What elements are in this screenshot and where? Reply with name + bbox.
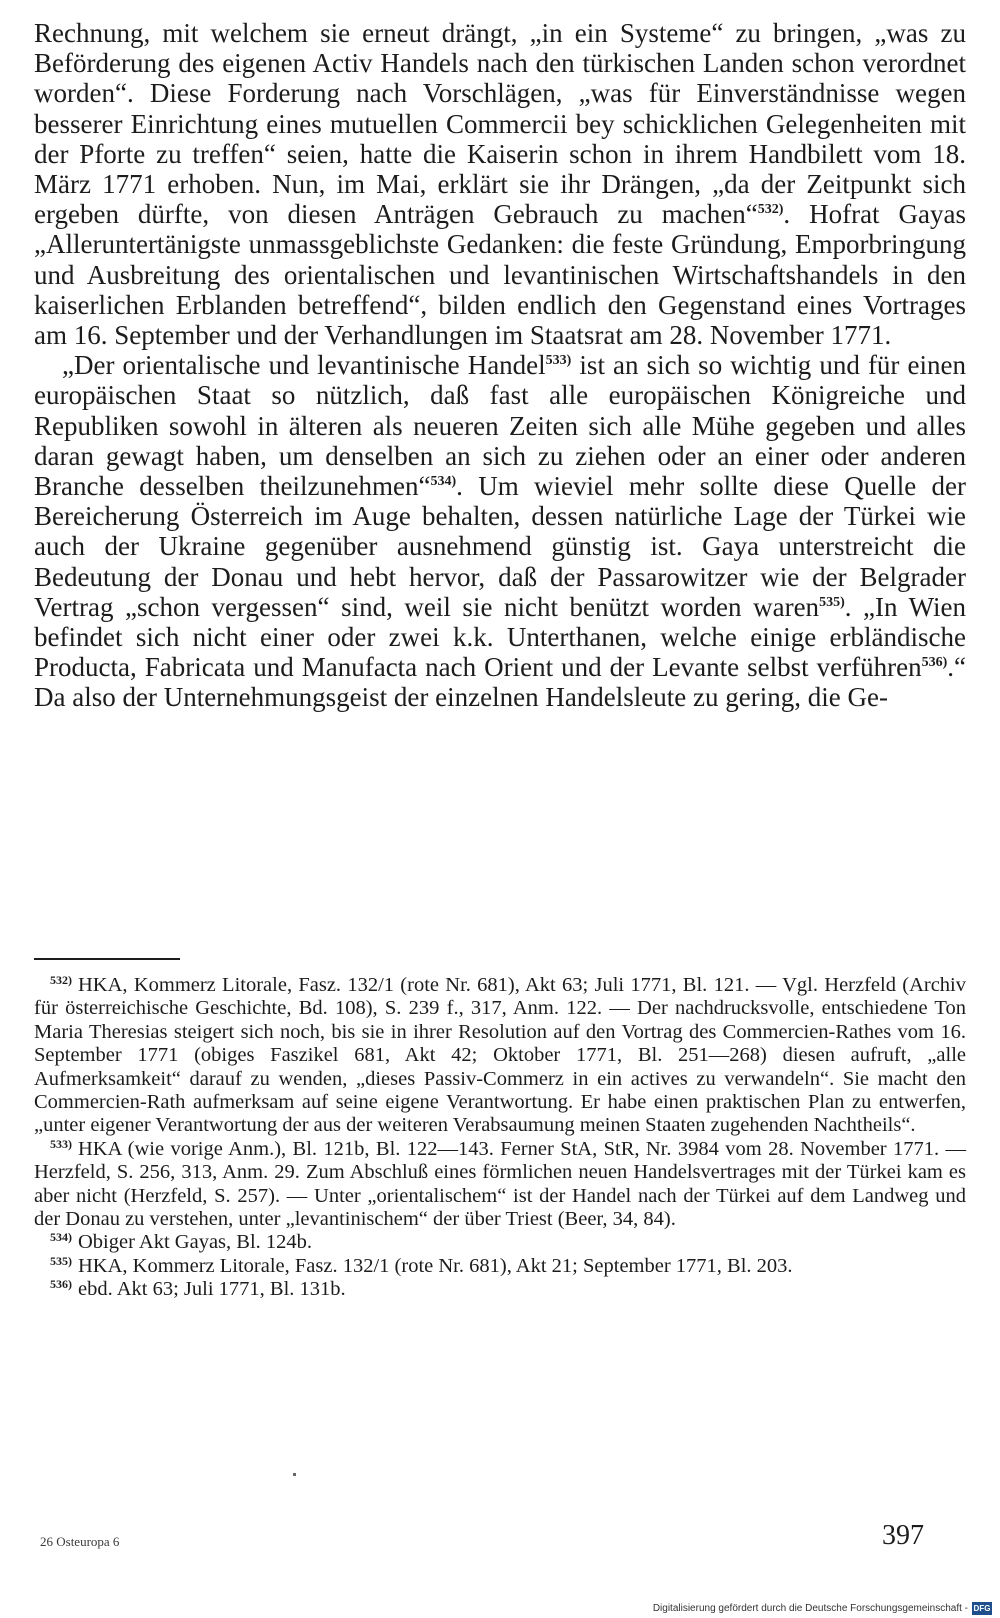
text-run: „Der orientalische und levantinische Handel — [62, 350, 546, 381]
paragraph-2 — [34, 350, 966, 712]
footnote-number: 533) — [50, 1136, 72, 1151]
dfg-logo-icon: DFG — [973, 1603, 991, 1613]
footnote-number: 536) — [50, 1277, 72, 1292]
footnote-number: 532) — [50, 973, 72, 987]
footnote-reference: 534) — [430, 474, 457, 490]
footnote-number: 534) — [50, 1230, 72, 1245]
footnote-533 — [34, 1138, 966, 1232]
text-run: .“ Da also der Unternehmungsgeist der einzelnen Handelsleute zu gering, die Ge- — [34, 652, 966, 713]
footnote-reference: 535) — [819, 594, 845, 610]
footnote-text: HKA (wie vorige Anm.), Bl. 121b, Bl. 122—143. Ferner StA, StR, Nr. 3984 vom 28. November 1771. — Herzfeld, S. 256, 313, Anm. 29. Zum Abschluß eines förmlichen neuen Handelsvertrages mit der Türkei kam es aber nicht (Herzfeld, S. 257). — Unter „orientalischem“ ist der Handel nach der Türkei auf dem Landweg und der Donau zu verstehen, unter „levantinischem“ der über Triest (Beer, 34, 84). — [34, 1137, 966, 1231]
footnote-536 — [34, 1278, 966, 1301]
footnote-number: 535) — [50, 1253, 72, 1268]
credit-text: Digitalisierung gefördert durch die Deutsche Forschungsgemeinschaft - — [652, 1602, 968, 1614]
text-run: Rechnung, mit welchem sie erneut drängt, „in ein Systeme“ zu bringen, „was zu Beförderung des eigenen Activ Handels nach den türkischen Landen schon verordnet worden“. Diese Forderung nach Vorschlägen, „was für Einverständnisse wegen besserer Einrichtung eines mutuellen Commercii bey schicklichen Gelegenheiten mit der Pforte zu treffen“ seien, hatte die Kaiserin schon in ihrem Handbilett vom 18. März 1771 erhoben. Nun, im Mai, erklärt sie ihr Drängen, „da der Zeitpunkt sich ergeben dürfte, von diesen Anträgen Gebrauch zu machen“ — [34, 18, 966, 230]
text-run: . Hofrat Gayas „Alleruntertänigste unmassgeblichste Gedanken: die feste Gründung, Emporbringung und Ausbreitung des orientalischen und levantinischen Wirtschaftshandels in den kaiserlichen Erblanden betreffend“, bilden endlich den Gegenstand eines Vortrages am 16. September und der Verhandlungen im Staatsrat am 28. November 1771. — [34, 199, 966, 351]
footnote-text: HKA, Kommerz Litorale, Fasz. 132/1 (rote Nr. 681), Akt 21; September 1771, Bl. 203. — [78, 1254, 793, 1277]
digitization-credit — [653, 1600, 992, 1616]
text-run: . „In Wien befindet sich nicht einer oder zwei k.k. Unterthanen, welche einige erbländische Producta, Fabricata und Manufacta nach Orient und der Levante selbst verführen — [34, 591, 966, 683]
footnote-text: Obiger Akt Gayas, Bl. 124b. — [78, 1231, 313, 1254]
footnote-534 — [34, 1231, 966, 1254]
footnote-reference: 532) — [757, 202, 784, 218]
footnote-reference: 536) — [921, 655, 948, 671]
footnote-text: HKA, Kommerz Litorale, Fasz. 132/1 (rote Nr. 681), Akt 63; Juli 1771, Bl. 121. — Vgl. Herzfeld (Archiv für österreichische Geschichte, Bd. 108), S. 239 f., 317, Anm. 122. — Der nachdrucksvolle, entschiedene Ton Maria Theresias steigert sich noch, bis sie in ihrer Resolution auf den Vortrag des Commercien-Rathes vom 16. September 1771 (obiges Faszikel 681, Akt 42; Oktober 1771, Bl. 251—268) diesen aufruft, „alle Aufmerksamkeit“ darauf zu wenden, „dieses Passiv-Commerz in ein actives zu verwandeln“. Sie macht den Commercien-Rath aufmerksam auf seine eigene Verantwortung. Er habe einen praktischen Plan zu entwerfen, „unter eigener Verantwortung der aus der weiteren Verabsaumung meinen Staaten zugehenden Nachtheils“. — [34, 974, 966, 1137]
main-text — [34, 18, 966, 713]
footnote-reference: 533) — [545, 353, 572, 369]
footnote-535 — [34, 1255, 966, 1278]
paragraph-1 — [34, 18, 966, 350]
print-speck — [293, 1473, 296, 1476]
text-run: . Um wieviel mehr sollte diese Quelle der Bereicherung Österreich im Auge behalten, dessen natürliche Lage der Türkei wie auch der Ukraine gegenüber ausnehmend günstig ist. Gaya unterstreicht die Bedeutung der Donau und hebt hervor, daß der Passarowitzer wie der Belgrader Vertrag „schon vergessen“ sind, weil sie nicht benützt worden waren — [34, 471, 966, 622]
page-number: 397 — [882, 1520, 924, 1551]
footnote-text: ebd. Akt 63; Juli 1771, Bl. 131b. — [78, 1278, 346, 1301]
footnote-532 — [34, 974, 966, 1138]
footnotes — [34, 974, 966, 1302]
signature-mark: 26 Osteuropa 6 — [40, 1534, 120, 1549]
text-run: ist an sich so wichtig und für einen europäischen Staat so nützlich, daß fast alle europäischen Königreiche und Republiken sowohl in älteren als neueren Zeiten sich alle Mühe gegeben und alles daran gewagt haben, um denselben an sich zu ziehen oder an einer oder anderen Branche desselben theilzunehmen“ — [34, 350, 966, 502]
footnote-separator — [34, 958, 180, 960]
